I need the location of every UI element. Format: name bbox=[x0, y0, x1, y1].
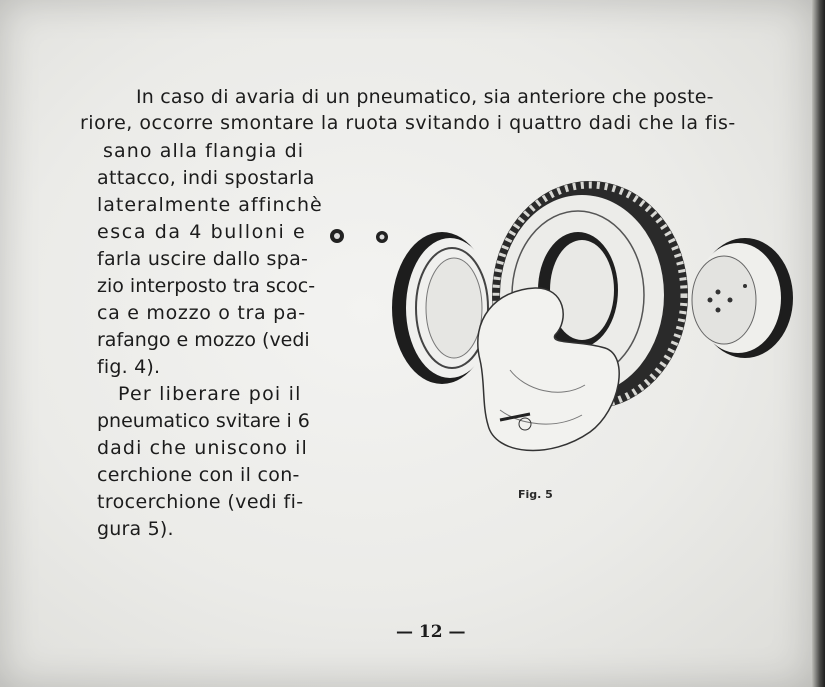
page-number: — 12 — bbox=[396, 622, 466, 642]
text-line-3: sano alla flangia di bbox=[103, 140, 305, 162]
text-line-12: Per liberare poi il bbox=[118, 383, 302, 405]
exploded-wheel-illustration bbox=[320, 170, 800, 470]
nut-icon bbox=[330, 229, 344, 243]
rim-half-right bbox=[692, 238, 793, 358]
text-line-9: ca e mozzo o tra pa- bbox=[97, 302, 306, 324]
text-line-6: esca da 4 bulloni e bbox=[97, 221, 307, 243]
figure-caption: Fig. 5 bbox=[518, 488, 553, 501]
text-line-17: gura 5). bbox=[97, 518, 174, 540]
text-line-15: cerchione con il con- bbox=[97, 464, 300, 486]
text-line-4: attacco, indi spostarla bbox=[97, 167, 315, 189]
text-line-10: rafango e mozzo (vedi bbox=[97, 329, 310, 351]
page-edge-shadow bbox=[812, 0, 825, 687]
text-line-14: dadi che uniscono il bbox=[97, 437, 308, 459]
text-line-7: farla uscire dallo spa- bbox=[97, 248, 309, 270]
text-line-2: riore, occorre smontare la ruota svitando i quattro dadi che la fis- bbox=[80, 112, 736, 134]
text-line-13: pneumatico svitare i 6 bbox=[97, 410, 310, 432]
text-line-1: In caso di avaria di un pneumatico, sia anteriore che poste- bbox=[136, 86, 714, 108]
text-line-11: fig. 4). bbox=[97, 356, 161, 378]
text-line-16: trocerchione (vedi fi- bbox=[97, 491, 304, 513]
rim-half-left bbox=[392, 232, 494, 384]
text-line-8: zio interposto tra scoc- bbox=[97, 275, 316, 297]
nut-icon bbox=[376, 231, 388, 243]
text-line-5: lateralmente affinchè bbox=[97, 194, 323, 216]
